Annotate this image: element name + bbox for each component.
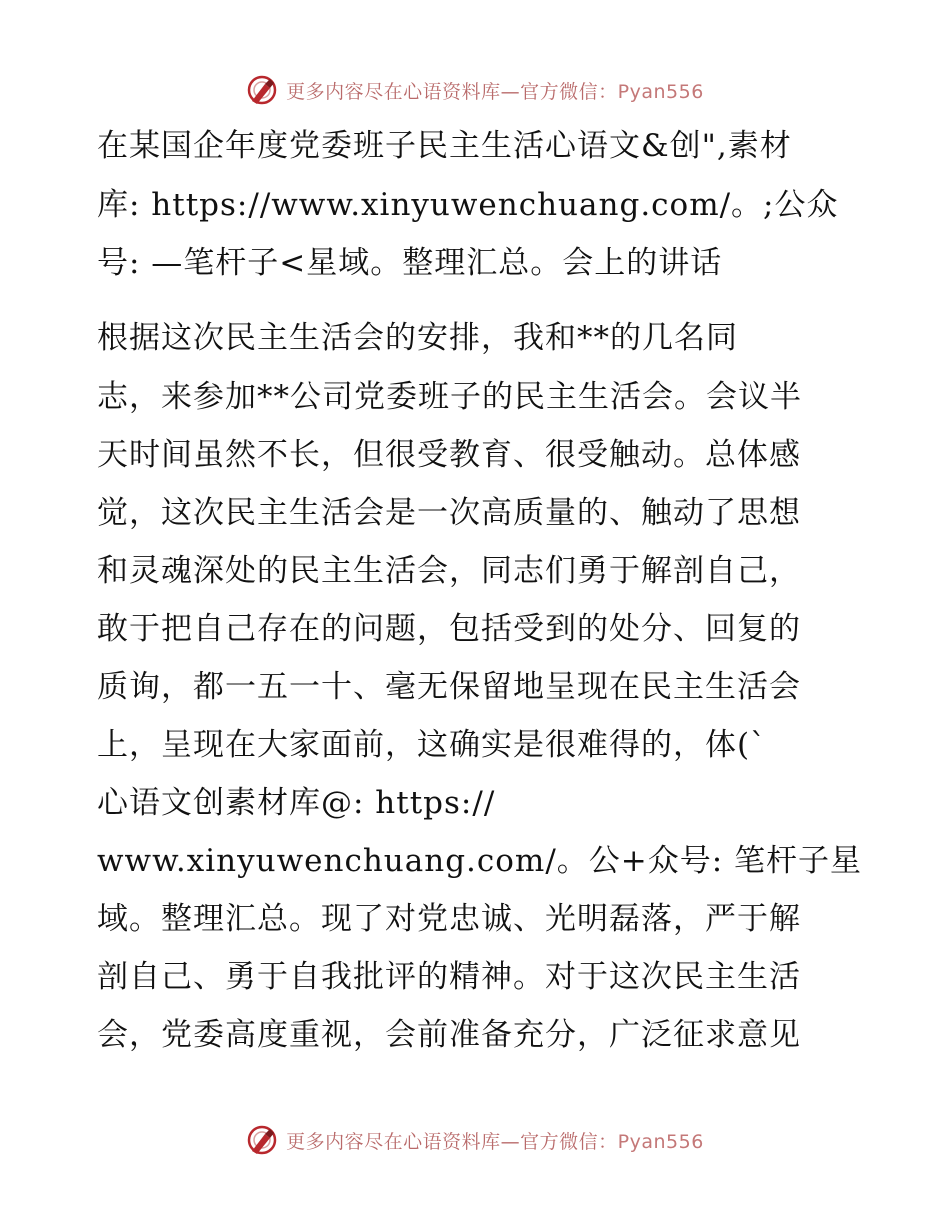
- header-brand-label: 更多内容尽在心语资料库—官方微信：: [286, 80, 618, 103]
- body-line-6: 敢于把自己存在的问题，包括受到的处分、回复的: [97, 611, 801, 647]
- body-line-4: 觉，这次民主生活会是一次高质量的、触动了思想: [97, 495, 801, 531]
- body-line-3: 天时间虽然不长，但很受教育、很受触动。总体感: [97, 437, 801, 473]
- title-line-2: 库: https://www.xinyuwenchuang.com/。;公众: [97, 187, 839, 223]
- pen-logo-icon: [246, 1124, 278, 1156]
- body-line-13: 会，党委高度重视，会前准备充分，广泛征求意见: [97, 1017, 801, 1053]
- body-line-10: www.xinyuwenchuang.com/。公+众号: 笔杆子星: [97, 843, 863, 879]
- footer-brand-text: [286, 1127, 704, 1154]
- footer-brand-label: 更多内容尽在心语资料库—官方微信：: [286, 1130, 618, 1153]
- header-wechat-id: Pyan556: [617, 80, 704, 103]
- title-line-1: 在某国企年度党委班子民主生活心语文&创",素材: [97, 128, 792, 164]
- body-line-12: 剖自己、勇于自我批评的精神。对于这次民主生活: [97, 959, 801, 995]
- body-line-2: 志，来参加**公司党委班子的民主生活会。会议半: [97, 379, 802, 415]
- footer-wechat-id: Pyan556: [617, 1130, 704, 1153]
- title-line-3: 号: —笔杆子<星域。整理汇总。会上的讲话: [97, 245, 723, 281]
- body-line-7: 质询，都一五一十、毫无保留地呈现在民主生活会: [97, 669, 801, 705]
- body-line-5: 和灵魂深处的民主生活会，同志们勇于解剖自己，: [97, 553, 801, 589]
- body-line-11: 域。整理汇总。现了对党忠诚、光明磊落，严于解: [97, 901, 801, 937]
- body-line-1: 根据这次民主生活会的安排，我和**的几名同: [97, 320, 738, 356]
- body-line-9: 心语文创素材库@: https://: [97, 785, 496, 821]
- footer-watermark: [0, 1120, 950, 1160]
- body-line-8: 上，呈现在大家面前，这确实是很难得的，体(`: [97, 727, 767, 763]
